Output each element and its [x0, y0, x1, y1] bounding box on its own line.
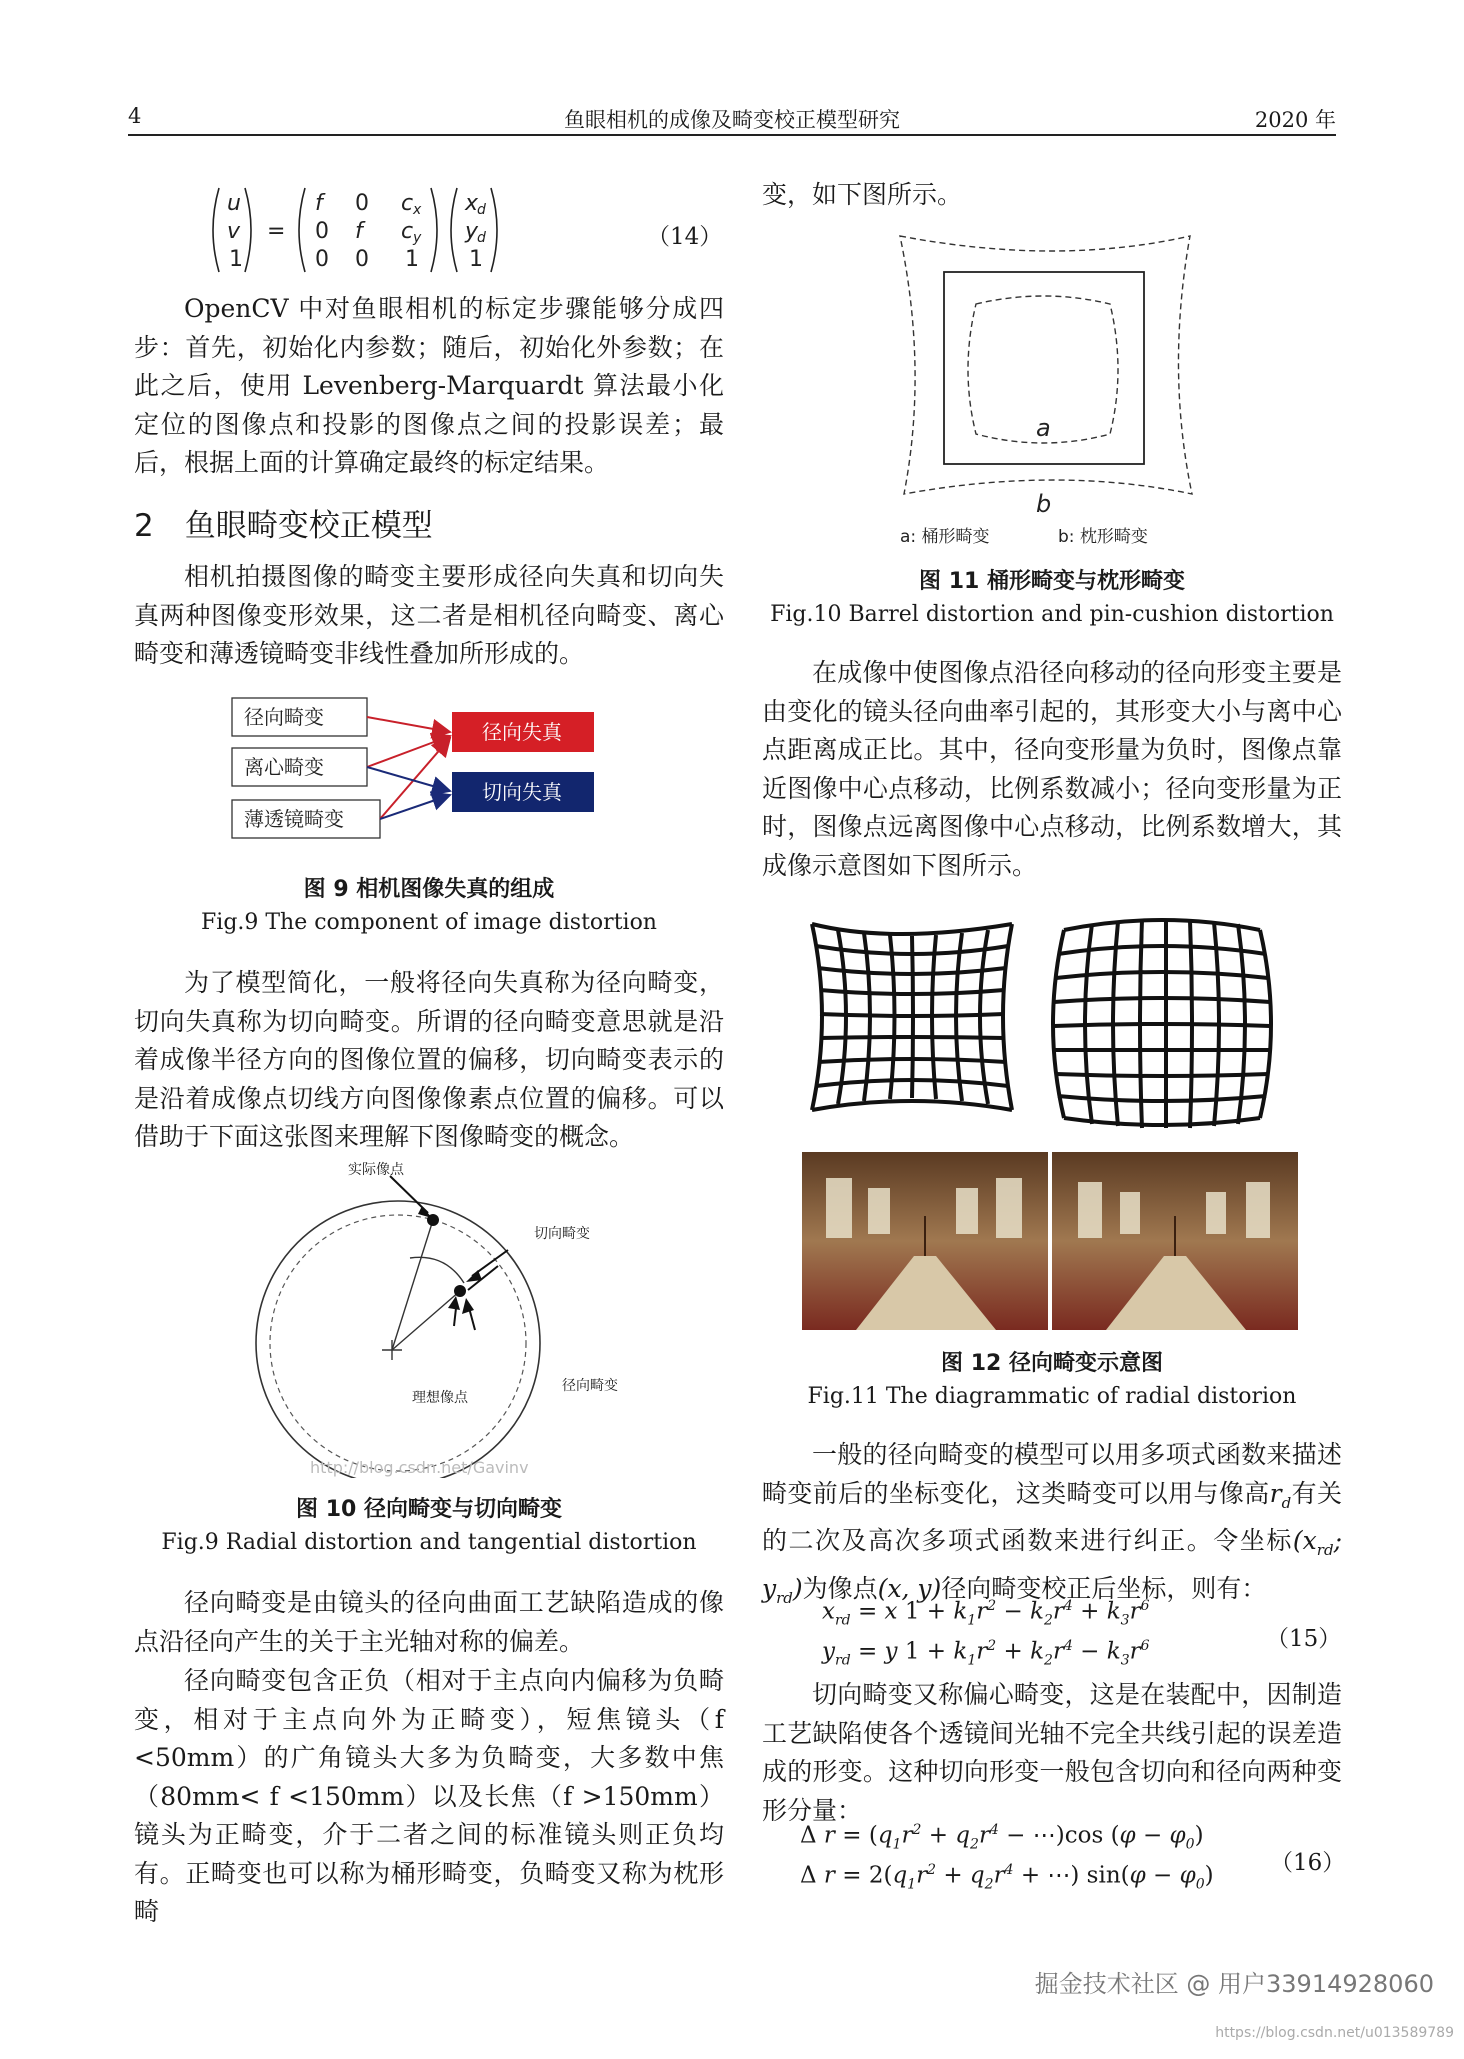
fig11-legend-a: a: 桶形畸变: [900, 527, 990, 547]
header-title: 鱼眼相机的成像及畸变校正模型研究: [564, 108, 900, 132]
svg-text:=: =: [267, 219, 286, 244]
svg-text:d: d: [477, 202, 486, 218]
equation-15-line2: $y_{rd} = y$ $1 + k_1r^2 + k_2r^4 - k_3r^6$: [822, 1638, 1150, 1669]
fig12-barrel-grid: [1053, 920, 1271, 1128]
equation-15-line1: $x_{rd} = x$ $1 + k_1r^2 - k_2r^4 + k_3r^6$: [822, 1598, 1150, 1629]
paragraph-opencv: OpenCV 中对鱼眼相机的标定步骤能够分成四步：首先，初始化内参数；随后，初始化外参数；在此之后，使用 Levenberg-Marquardt 算法最小化定位的图像点和投影的图像点之间的投影误差；最后，根据上面的计算确定最终的标定结果。: [134, 294, 724, 477]
figure-9-caption-cn: 图 9 相机图像失真的组成: [303, 877, 555, 902]
svg-text:d: d: [477, 230, 486, 246]
figure-12-caption-cn: 图 12 径向畸变示意图: [941, 1351, 1163, 1376]
equation-14-number: （14）: [647, 224, 723, 250]
svg-text:v: v: [227, 219, 241, 244]
watermark-juejin: 掘金技术社区 @ 用户3391492806​0: [1034, 1970, 1434, 1998]
fig9-label-decentering: 离心畸变: [244, 755, 324, 779]
svg-text:0: 0: [355, 191, 369, 216]
svg-text:f: f: [355, 219, 363, 244]
svg-text:x: x: [465, 191, 479, 216]
svg-text:0: 0: [315, 247, 329, 272]
paragraph-tangential: 切向畸变又称偏心畸变，这是在装配中，因制造工艺缺陷使各个透镜间光轴不完全共线引起的误差造成的形变。这种切向形变一般包含切向和径向两种变形分量：: [762, 1680, 1342, 1825]
svg-text:u: u: [227, 191, 241, 216]
svg-text:y: y: [465, 219, 479, 244]
inline-math-xrd-yrd: ($x_{rd}$; $y_{rd}$): [762, 1526, 1342, 1607]
figure-11: [896, 230, 1226, 550]
fig9-label-thinprism: 薄透镜畸变: [244, 807, 344, 831]
inline-math-rd: $r_d$: [1269, 1478, 1292, 1512]
svg-text:c: c: [401, 219, 414, 244]
paragraph-polynomial-model: [762, 1436, 1342, 1617]
paragraph-radial-curvature: 在成像中使图像点沿径向移动的径向形变主要是由变化的镜头径向曲率引起的，其形变大小与离中心点距离成正比。其中，径向变形量为负时，图像点靠近图像中心点移动，比例系数减小；径向变形量为正时，图像点远离图像中心点移动，比例系数增大，其成像示意图如下图所示。: [762, 658, 1342, 880]
equation-15: [822, 1598, 1342, 1678]
svg-text:x: x: [413, 202, 422, 218]
fig12-pincushion-grid: [812, 924, 1012, 1110]
figure-12-grids: [796, 916, 1306, 1336]
svg-text:f: f: [315, 191, 323, 216]
figure-12-caption-en: Fig.11 The diagrammatic of radial distorion: [807, 1384, 1297, 1409]
figure-11-caption-en: Fig.10 Barrel distortion and pin-cushion distortion: [770, 602, 1334, 627]
figure-10: [250, 1158, 630, 1478]
para-poly-part4: 径向畸变校正后坐标，则有：: [941, 1573, 1267, 1603]
svg-text:c: c: [401, 191, 414, 216]
svg-text:1: 1: [229, 247, 243, 272]
fig10-label-tangential: 切向畸变: [534, 1226, 590, 1242]
fig9-label-radial: 径向畸变: [244, 705, 324, 729]
paragraph-radial-cause: 径向畸变是由镜头的径向曲面工艺缺陷造成的像点沿径向产生的关于主光轴对称的偏差。: [134, 1588, 724, 1656]
inline-math-xy: (x, y): [877, 1573, 942, 1603]
fig11-legend-b: b: 枕形畸变: [1058, 527, 1148, 547]
fig9-label-radial-out: 径向失真: [482, 720, 562, 744]
fig9-label-tangential-out: 切向失真: [482, 780, 562, 804]
para-poly-part2: 有关的二次及高次多项式函数来进行纠正。令坐标: [762, 1478, 1342, 1555]
equation-16-line1: Δ $r = (q_1r^2 + q_2r^4$ − ⋯)cos $(\varphi - \varphi_0)$: [800, 1822, 1204, 1853]
paragraph-radial-sign: 径向畸变包含正负（相对于主点向内偏移为负畸变，相对于主点向外为正畸变），短焦镜头（f <50mm）的广角镜头大多为负畸变，大多数中焦（80mm< f <150mm）以及长焦（f >150mm）镜头为正畸变，介于二者之间的标准镜头则正负均有。正畸变也可以称为桶形畸变，负畸变又称为枕形畸: [134, 1666, 724, 1926]
figure-9: [230, 696, 610, 846]
fig11-label-a: a: [1036, 414, 1051, 442]
figure-10-diagram: [250, 1158, 630, 1478]
running-header: [128, 104, 1336, 134]
equation-15-number: （15）: [1266, 1626, 1342, 1652]
paragraph-distortion-intro: 相机拍摄图像的畸变主要形成径向失真和切向失真两种图像变形效果，这二者是相机径向畸变、离心畸变和薄透镜畸变非线性叠加所形成的。: [134, 562, 724, 668]
figure-10-caption-cn: 图 10 径向畸变与切向畸变: [296, 1497, 562, 1522]
section-heading-2: 2 鱼眼畸变校正模型: [134, 508, 433, 544]
figure-9-diagram: [230, 696, 610, 846]
fig10-label-actual: 实际像点: [348, 1162, 404, 1178]
fig10-label-ideal: 理想像点: [412, 1390, 468, 1406]
figure-10-caption-en: Fig.9 Radial distortion and tangential distortion: [161, 1530, 697, 1555]
para-poly-part3: 为像点: [802, 1573, 878, 1603]
svg-text:1: 1: [405, 247, 419, 272]
page-number: 4: [128, 104, 142, 128]
figure-11-diagram: [896, 230, 1226, 550]
svg-text:y: y: [413, 230, 422, 246]
fig10-watermark: http://blog.csdn.net/Gavinv: [310, 1458, 529, 1477]
fig10-label-radial: 径向畸变: [562, 1378, 618, 1394]
figure-9-caption-en: Fig.9 The component of image distortion: [201, 910, 657, 935]
header-rule: [128, 134, 1336, 136]
header-year: 2020 年: [1254, 108, 1336, 132]
paragraph-radial-tangential-def: 为了模型简化，一般将径向失真称为径向畸变，切向失真称为切向畸变。所谓的径向畸变意思就是沿着成像半径方向的图像位置的偏移，切向畸变表示的是沿着成像点切线方向图像像素点位置的偏移。可以借助于下面这张图来理解下图像畸变的概念。: [134, 968, 724, 1151]
figure-12: [796, 916, 1306, 1336]
figure-11-caption-cn: 图 11 桶形畸变与枕形畸变: [919, 569, 1185, 594]
equation-16-line2: Δ $r = 2(q_1r^2 + q_2r^4$ + ⋯) $\sin(\varphi - \varphi_0)$: [800, 1862, 1214, 1893]
svg-text:0: 0: [315, 219, 329, 244]
equation-14: [205, 180, 725, 280]
equation-16-number: （16）: [1270, 1850, 1346, 1876]
paragraph-continue: 变，如下图所示。: [762, 180, 963, 209]
svg-text:1: 1: [469, 247, 483, 272]
watermark-url: https://blog.csdn.net/u013589789: [1215, 2025, 1454, 2041]
fig11-label-b: b: [1036, 490, 1052, 518]
svg-text:0: 0: [355, 247, 369, 272]
para-poly-part1: 一般的径向畸变的模型可以用多项式函数来描述畸变前后的坐标变化，这类畸变可以用与像高: [762, 1440, 1342, 1508]
equation-16: [800, 1822, 1346, 1902]
